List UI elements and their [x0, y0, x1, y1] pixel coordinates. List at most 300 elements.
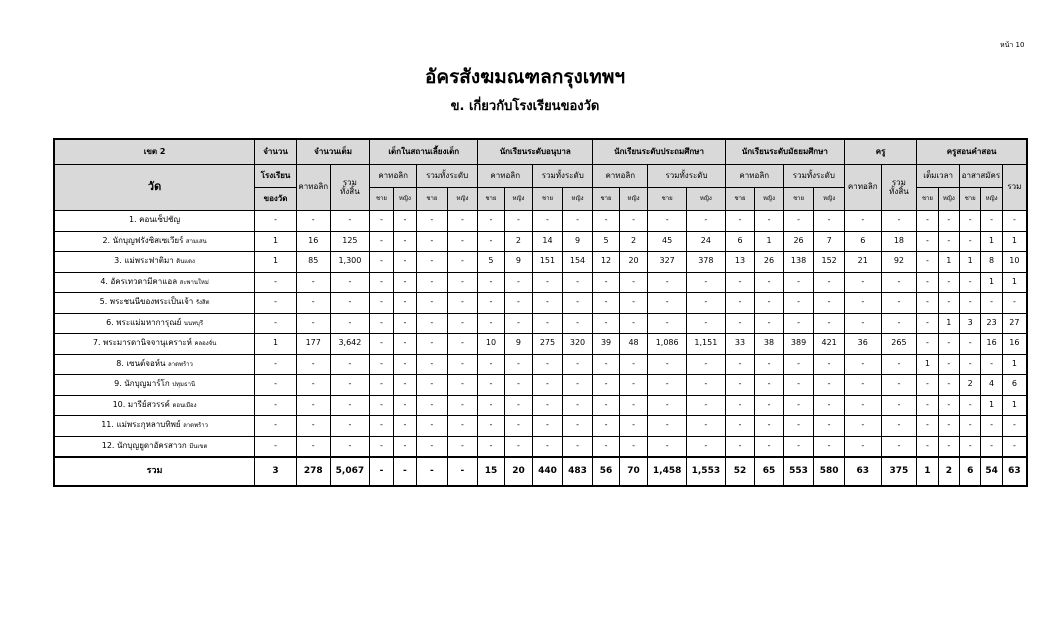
table-cell: 9 — [504, 334, 533, 355]
table-cell: - — [417, 334, 448, 355]
parish-name — [54, 293, 255, 314]
table-cell: - — [938, 272, 959, 293]
primary-catholic-header: คาทอลิก — [593, 165, 648, 188]
table-cell: - — [881, 313, 917, 334]
table-cell: - — [960, 354, 981, 375]
table-cell: 151 — [533, 252, 563, 273]
table-cell: 6 — [725, 231, 755, 252]
table-cell: 6 — [1002, 375, 1027, 396]
table-row — [54, 211, 1027, 232]
table-cell: - — [981, 416, 1002, 437]
table-cell: - — [533, 293, 563, 314]
parish-location: ลาดพร้าว — [168, 360, 193, 368]
parish-name-text: 1. คอนเซ็ปชัญ — [128, 215, 181, 225]
table-cell: - — [478, 354, 504, 375]
table-cell: - — [447, 252, 478, 273]
table-cell: 33 — [725, 334, 755, 355]
table-cell: - — [330, 375, 370, 396]
table-cell: 1 — [255, 252, 297, 273]
total-cell: 440 — [533, 457, 563, 486]
table-cell: 389 — [783, 334, 814, 355]
total-cell: 5,067 — [330, 457, 370, 486]
table-cell: 1 — [255, 334, 297, 355]
table-cell: - — [417, 231, 448, 252]
table-cell: - — [844, 395, 881, 416]
table-cell: - — [648, 313, 687, 334]
table-cell: - — [370, 313, 393, 334]
table-cell: - — [330, 211, 370, 232]
table-cell: - — [393, 395, 416, 416]
table-cell: - — [478, 395, 504, 416]
total-cell: 1,553 — [687, 457, 726, 486]
table-cell: - — [504, 416, 533, 437]
table-cell: - — [370, 375, 393, 396]
parish-name-text: 2. นักบุญฟรังซิสเซเวียร์ — [102, 235, 184, 245]
table-cell: - — [844, 313, 881, 334]
table-row — [54, 354, 1027, 375]
table-cell: 1 — [960, 252, 981, 273]
table-cell: 4 — [981, 375, 1002, 396]
table-cell: - — [960, 395, 981, 416]
table-cell: - — [330, 395, 370, 416]
table-cell: - — [844, 293, 881, 314]
table-cell: - — [255, 436, 297, 457]
table-cell: 378 — [687, 252, 726, 273]
table-cell: - — [417, 354, 448, 375]
secondary-header: นักเรียนระดับมัธยมศึกษา — [725, 139, 844, 165]
male-header: ชาย — [725, 188, 755, 211]
table-cell: - — [619, 354, 648, 375]
table-cell: - — [478, 293, 504, 314]
table-cell: - — [296, 416, 330, 437]
table-cell: 1 — [981, 231, 1002, 252]
table-cell: - — [562, 313, 593, 334]
table-row — [54, 436, 1027, 457]
total-cell: 1 — [917, 457, 938, 486]
table-cell: - — [687, 416, 726, 437]
table-cell: - — [255, 211, 297, 232]
table-cell: - — [725, 211, 755, 232]
table-cell: 2 — [619, 231, 648, 252]
table-cell: - — [417, 395, 448, 416]
table-cell: 265 — [881, 334, 917, 355]
total-cell: 63 — [844, 457, 881, 486]
table-cell: - — [687, 354, 726, 375]
total-cell: 20 — [504, 457, 533, 486]
table-cell: - — [417, 211, 448, 232]
parish-name-text: 3. แม่พระฟาติมา — [114, 256, 174, 266]
orphanage-catholic-header: คาทอลิก — [370, 165, 417, 188]
primary-all-header: รวมทั้งระดับ — [648, 165, 725, 188]
table-cell: - — [447, 416, 478, 437]
table-cell: - — [370, 395, 393, 416]
female-header: หญิง — [755, 188, 784, 211]
table-cell: 26 — [783, 231, 814, 252]
table-cell: - — [296, 395, 330, 416]
page-subtitle: ข. เกี่ยวกับโรงเรียนของวัด — [450, 99, 600, 114]
table-cell: 2 — [960, 375, 981, 396]
table-cell: - — [504, 436, 533, 457]
table-cell: - — [593, 436, 619, 457]
male-header: ชาย — [533, 188, 563, 211]
table-cell: - — [370, 334, 393, 355]
male-header: ชาย — [917, 188, 938, 211]
table-cell: - — [533, 395, 563, 416]
table-cell: - — [393, 293, 416, 314]
female-header: หญิง — [562, 188, 593, 211]
table-cell: 8 — [981, 252, 1002, 273]
table-cell: - — [881, 211, 917, 232]
table-cell: - — [370, 436, 393, 457]
table-cell: - — [447, 211, 478, 232]
table-cell: - — [938, 293, 959, 314]
table-cell: - — [755, 416, 784, 437]
table-cell: - — [447, 354, 478, 375]
table-cell: - — [687, 313, 726, 334]
table-cell: - — [1002, 211, 1027, 232]
table-cell: 9 — [562, 231, 593, 252]
table-cell: - — [783, 272, 814, 293]
table-cell: - — [755, 272, 784, 293]
parish-location: คลองจั่น — [194, 340, 217, 348]
total-cell: - — [393, 457, 416, 486]
table-cell: - — [393, 436, 416, 457]
total-row — [54, 457, 1027, 486]
table-cell: - — [917, 211, 938, 232]
table-cell: - — [417, 272, 448, 293]
orphanage-all-header: รวมทั้งระดับ — [417, 165, 478, 188]
table-cell: - — [593, 375, 619, 396]
parish-name — [54, 231, 255, 252]
parish-name — [54, 436, 255, 457]
table-cell: - — [370, 354, 393, 375]
table-cell: - — [725, 272, 755, 293]
table-cell: - — [938, 354, 959, 375]
table-cell: - — [296, 354, 330, 375]
table-cell: - — [981, 436, 1002, 457]
table-cell: - — [783, 354, 814, 375]
table-cell: - — [917, 436, 938, 457]
table-cell: - — [417, 375, 448, 396]
parish-location: สะพานใหม่ — [179, 278, 209, 286]
table-cell: - — [687, 293, 726, 314]
table-cell: 5 — [478, 252, 504, 273]
table-cell: - — [687, 375, 726, 396]
table-cell: - — [981, 354, 1002, 375]
table-cell: 1 — [1002, 395, 1027, 416]
table-cell: 16 — [1002, 334, 1027, 355]
parish-name-text: 11. แม่พระกุหลาบทิพย์ — [101, 420, 181, 430]
fulltime-header: เต็มเวลา — [917, 165, 960, 188]
table-cell: 320 — [562, 334, 593, 355]
table-cell: - — [938, 416, 959, 437]
table-cell: - — [938, 334, 959, 355]
table-cell: - — [648, 354, 687, 375]
table-cell: - — [960, 416, 981, 437]
female-header: หญิง — [981, 188, 1002, 211]
table-row — [54, 395, 1027, 416]
table-cell: 14 — [533, 231, 563, 252]
table-cell: - — [417, 252, 448, 273]
female-header: หญิง — [393, 188, 416, 211]
table-cell: - — [296, 293, 330, 314]
table-cell: - — [917, 334, 938, 355]
total-cell: 54 — [981, 457, 1002, 486]
table-cell: - — [881, 354, 917, 375]
table-cell: - — [648, 395, 687, 416]
kindergarten-header: นักเรียนระดับอนุบาล — [478, 139, 593, 165]
female-header: หญิง — [504, 188, 533, 211]
table-cell: - — [938, 231, 959, 252]
table-cell: - — [593, 395, 619, 416]
table-cell: - — [917, 313, 938, 334]
male-header: ชาย — [370, 188, 393, 211]
table-cell: - — [981, 211, 1002, 232]
table-cell: - — [687, 272, 726, 293]
table-cell: - — [938, 395, 959, 416]
table-cell: - — [393, 354, 416, 375]
table-cell: - — [619, 211, 648, 232]
table-cell: - — [938, 375, 959, 396]
table-cell: - — [960, 272, 981, 293]
table-cell: 18 — [881, 231, 917, 252]
total-cell: - — [447, 457, 478, 486]
table-cell: 2 — [504, 231, 533, 252]
table-cell: - — [447, 436, 478, 457]
table-cell: - — [447, 293, 478, 314]
table-cell: - — [783, 211, 814, 232]
table-row — [54, 231, 1027, 252]
secondary-catholic-header: คาทอลิก — [725, 165, 783, 188]
table-cell: - — [814, 395, 845, 416]
secondary-all-header: รวมทั้งระดับ — [783, 165, 844, 188]
table-cell: - — [783, 375, 814, 396]
table-cell: 1 — [938, 252, 959, 273]
table-cell: - — [881, 293, 917, 314]
table-cell: - — [562, 354, 593, 375]
parish-name-text: 6. พระแม่มหาการุณย์ — [106, 317, 182, 327]
total-cell: 2 — [938, 457, 959, 486]
total-cell: 15 — [478, 457, 504, 486]
table-cell: - — [844, 375, 881, 396]
table-cell: - — [938, 436, 959, 457]
parish-location: ดอนเมือง — [172, 401, 197, 409]
district-header: เขต 2 — [54, 139, 255, 165]
parish-name — [54, 395, 255, 416]
parish-location: รังสิต — [195, 299, 210, 307]
teachers-total-header: รวม ทั้งสิ้น — [881, 165, 917, 211]
table-cell: 9 — [504, 252, 533, 273]
table-row — [54, 252, 1027, 273]
table-cell: 1 — [1002, 354, 1027, 375]
table-cell: - — [593, 293, 619, 314]
table-cell: - — [296, 272, 330, 293]
table-cell: 21 — [844, 252, 881, 273]
table-cell: - — [393, 252, 416, 273]
parish-name — [54, 272, 255, 293]
table-cell: - — [393, 334, 416, 355]
parish-name-text: 8. เซนต์จอห์น — [116, 358, 166, 368]
parish-name — [54, 313, 255, 334]
table-cell: 12 — [593, 252, 619, 273]
table-cell: - — [725, 375, 755, 396]
table-cell: 10 — [478, 334, 504, 355]
total-cell: 375 — [881, 457, 917, 486]
table-cell: - — [917, 231, 938, 252]
table-cell: - — [562, 272, 593, 293]
table-cell: - — [296, 313, 330, 334]
table-cell: - — [917, 416, 938, 437]
table-cell: - — [447, 231, 478, 252]
table-cell: - — [783, 313, 814, 334]
female-header: หญิง — [619, 188, 648, 211]
male-header: ชาย — [478, 188, 504, 211]
table-cell: - — [330, 416, 370, 437]
table-cell: - — [593, 211, 619, 232]
table-cell: - — [296, 375, 330, 396]
parish-name — [54, 334, 255, 355]
table-cell: - — [533, 354, 563, 375]
table-cell: - — [755, 211, 784, 232]
table-cell: - — [370, 293, 393, 314]
table-cell: - — [755, 293, 784, 314]
table-cell: - — [370, 231, 393, 252]
table-cell: - — [844, 436, 881, 457]
table-cell: - — [814, 375, 845, 396]
total-cell: 553 — [783, 457, 814, 486]
table-cell: - — [593, 354, 619, 375]
table-row — [54, 416, 1027, 437]
table-cell: - — [755, 436, 784, 457]
parish-name — [54, 375, 255, 396]
table-cell: 1 — [1002, 231, 1027, 252]
table-cell: - — [783, 436, 814, 457]
table-cell: - — [881, 395, 917, 416]
total-cell: 63 — [1002, 457, 1027, 486]
table-cell: - — [844, 354, 881, 375]
full-total-header: รวม ทั้งสิ้น — [330, 165, 370, 211]
table-cell: - — [960, 231, 981, 252]
table-cell: - — [814, 354, 845, 375]
table-cell: 1 — [981, 272, 1002, 293]
table-cell: - — [370, 252, 393, 273]
table-cell: - — [393, 375, 416, 396]
table-cell: - — [725, 436, 755, 457]
total-cell: 70 — [619, 457, 648, 486]
table-cell: - — [533, 375, 563, 396]
table-row — [54, 313, 1027, 334]
table-cell: - — [917, 395, 938, 416]
total-cell: 483 — [562, 457, 593, 486]
male-header: ชาย — [417, 188, 448, 211]
table-cell: 45 — [648, 231, 687, 252]
parish-name — [54, 416, 255, 437]
table-cell: - — [619, 375, 648, 396]
total-cell: 56 — [593, 457, 619, 486]
table-cell: 36 — [844, 334, 881, 355]
table-cell: - — [814, 416, 845, 437]
total-cell: 65 — [755, 457, 784, 486]
table-cell: - — [619, 436, 648, 457]
table-cell: - — [296, 436, 330, 457]
table-cell: 13 — [725, 252, 755, 273]
male-header: ชาย — [960, 188, 981, 211]
female-header: หญิง — [814, 188, 845, 211]
table-cell: - — [447, 395, 478, 416]
table-cell: - — [370, 416, 393, 437]
num-schools-header-2: โรงเรียน — [255, 165, 297, 188]
total-cell: 278 — [296, 457, 330, 486]
parish-location: ดินแดง — [176, 258, 195, 266]
table-cell: - — [593, 313, 619, 334]
orphanage-header: เด็กในสถานเลี้ยงเด็ก — [370, 139, 478, 165]
table-cell: 6 — [844, 231, 881, 252]
table-cell: 1 — [917, 354, 938, 375]
num-schools-header-3: ของวัด — [255, 188, 297, 211]
table-cell: 138 — [783, 252, 814, 273]
table-cell: 152 — [814, 252, 845, 273]
table-cell: - — [417, 416, 448, 437]
table-cell: - — [619, 416, 648, 437]
table-cell: 38 — [755, 334, 784, 355]
table-cell: 177 — [296, 334, 330, 355]
table-cell: - — [255, 375, 297, 396]
table-cell: - — [533, 416, 563, 437]
table-cell: - — [370, 211, 393, 232]
table-cell: 85 — [296, 252, 330, 273]
table-cell: - — [938, 211, 959, 232]
table-cell: 39 — [593, 334, 619, 355]
table-cell: - — [447, 313, 478, 334]
table-cell: - — [917, 272, 938, 293]
table-row — [54, 375, 1027, 396]
total-cell: - — [417, 457, 448, 486]
table-cell: - — [687, 211, 726, 232]
table-cell: - — [960, 334, 981, 355]
table-cell: - — [725, 416, 755, 437]
table-cell: - — [255, 395, 297, 416]
table-cell: - — [1002, 293, 1027, 314]
table-cell: - — [255, 354, 297, 375]
table-cell: - — [504, 354, 533, 375]
table-cell: - — [648, 272, 687, 293]
table-cell: - — [917, 375, 938, 396]
table-cell: 27 — [1002, 313, 1027, 334]
table-cell: 1 — [755, 231, 784, 252]
table-cell: 5 — [593, 231, 619, 252]
table-cell: - — [504, 395, 533, 416]
table-cell: - — [417, 313, 448, 334]
table-cell: - — [504, 375, 533, 396]
table-cell: - — [393, 416, 416, 437]
table-cell: 20 — [619, 252, 648, 273]
catechist-sum-header: รวม — [1002, 165, 1027, 211]
parish-name-text: 7. พระมารดานิจจานุเคราะห์ — [92, 338, 192, 348]
full-catholic-header: คาทอลิก — [296, 165, 330, 211]
table-cell: - — [1002, 436, 1027, 457]
table-cell: 1 — [938, 313, 959, 334]
table-cell: - — [814, 436, 845, 457]
parish-name — [54, 211, 255, 232]
parish-name — [54, 252, 255, 273]
parish-name-text: 12. นักบุญยูดาอัครสาวก — [101, 440, 187, 450]
table-cell: - — [619, 272, 648, 293]
total-cell: 580 — [814, 457, 845, 486]
table-cell: - — [783, 416, 814, 437]
table-cell: - — [478, 272, 504, 293]
table-cell: - — [648, 211, 687, 232]
table-cell: 10 — [1002, 252, 1027, 273]
